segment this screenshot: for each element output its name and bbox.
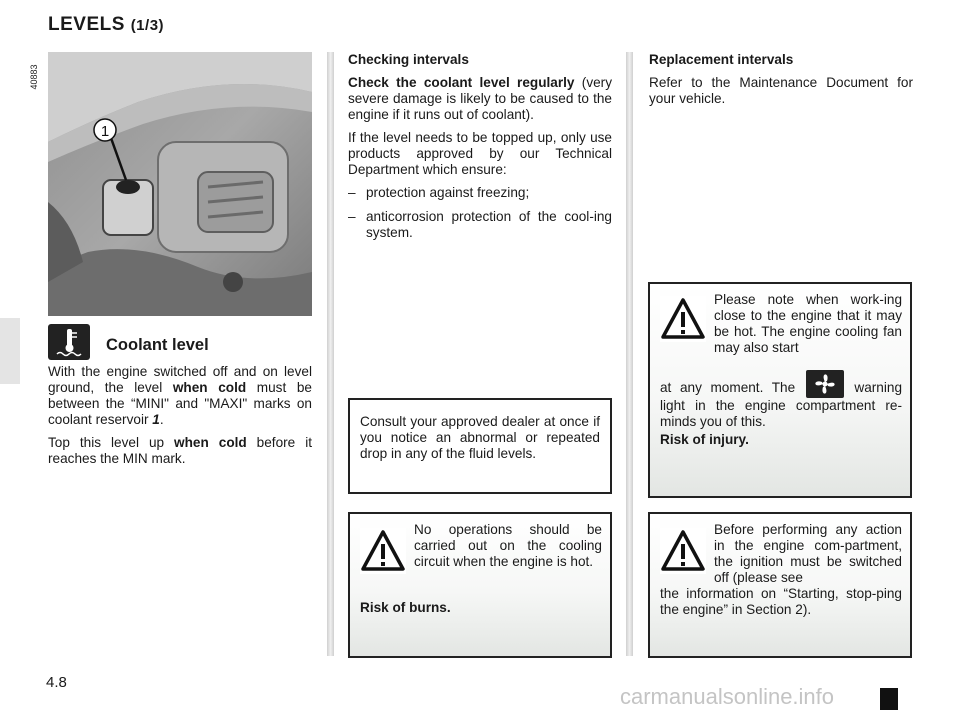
column-divider-2 (626, 52, 633, 656)
callout-1: 1 (100, 123, 110, 140)
replacement-heading: Replacement intervals (649, 52, 794, 67)
list-item: – anticorrosion protection of the cool-ing system. (348, 209, 612, 240)
injury-warning-box (648, 282, 912, 498)
consult-dealer-text: Consult your approved dealer at once if you notice an abnormal or repeated drop in any of the fluid levels. (360, 414, 600, 461)
coolant-paragraph-2: Top this level up when cold before it reaches the MIN mark. (48, 435, 312, 466)
ignition-warning-text-b: the information on “Starting, stop-ping the engine” in Section 2). (660, 586, 902, 617)
photo-id (26, 52, 42, 102)
coolant-temperature-icon (48, 324, 90, 360)
checking-intervals (348, 52, 612, 249)
column-divider-1 (327, 52, 334, 656)
photo-id-text: 40883 (29, 64, 39, 90)
page-title (48, 14, 164, 36)
ignition-warning-text-a: Before performing any action in the engine com-partment, the ignition must be switched off (please see (714, 522, 902, 585)
engine-illustration (48, 52, 312, 316)
coolant-text (48, 364, 312, 474)
injury-warning-text-a: Please note when work-ing close to the engine that it may be hot. The engine cooling fan may also start (714, 292, 902, 355)
consult-dealer-box (348, 398, 612, 494)
checking-paragraph-2: If the level needs to be topped up, only use products approved by our Technical Department which ensure: (348, 130, 612, 177)
page-title-subtitle: (1/3) (130, 17, 165, 34)
cooling-fan-icon (806, 370, 844, 398)
checking-heading: Checking intervals (348, 52, 469, 67)
injury-risk-label: Risk of injury. (660, 432, 749, 447)
page-corner-mark (880, 688, 898, 710)
replacement-text: Refer to the Maintenance Document for your vehicle. (649, 75, 913, 106)
warning-triangle-icon (660, 296, 706, 342)
watermark: carmanualsonline.info (620, 684, 835, 709)
section-tab (0, 318, 20, 384)
coolant-level-heading: Coolant level (106, 336, 209, 354)
burns-warning-box (348, 512, 612, 658)
injury-warning-text-b: at any moment. The warning light in the engine compartment re-minds you of this. (660, 370, 902, 430)
page-number: 4.8 (46, 674, 67, 691)
checking-paragraph-1: Check the coolant level regularly (very severe damage is likely to be caused to the engine if it runs out of coolant). (348, 75, 612, 122)
engine-compartment-photo (48, 52, 312, 316)
list-item: – protection against freezing; (348, 185, 530, 200)
ignition-warning-box (648, 512, 912, 658)
warning-triangle-icon (660, 528, 706, 574)
replacement-intervals (649, 52, 913, 114)
burns-warning-text: No operations should be carried out on the cooling circuit when the engine is hot. (414, 522, 602, 569)
coolant-paragraph-1: With the engine switched off and on level ground, the level when cold must be between the “MINI" and "MAXI" marks on coolant reservoir 1. (48, 364, 312, 427)
page-title-text: LEVELS (48, 14, 125, 35)
warning-triangle-icon (360, 528, 406, 574)
burns-risk-label: Risk of burns. (360, 600, 451, 615)
